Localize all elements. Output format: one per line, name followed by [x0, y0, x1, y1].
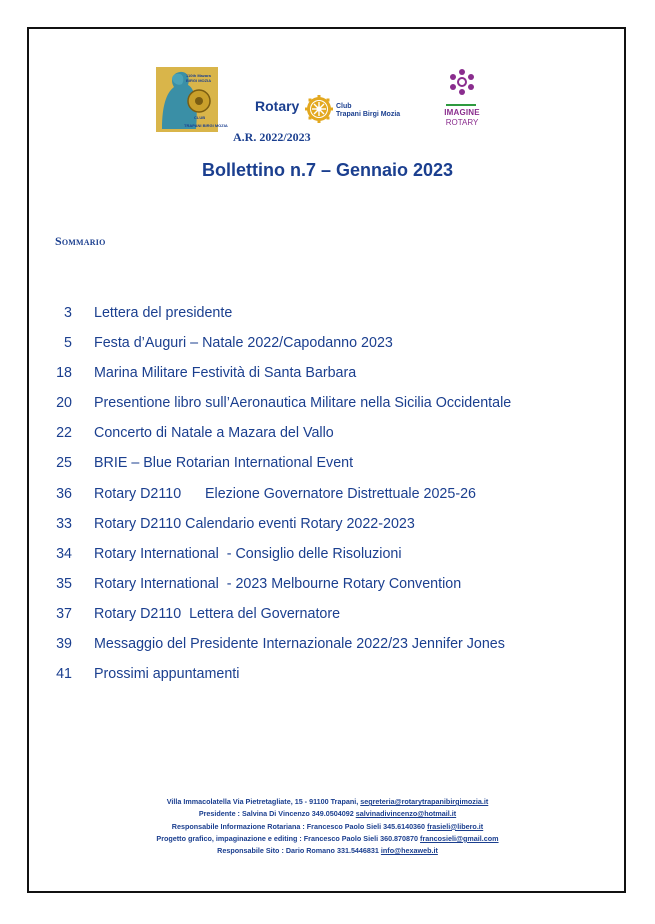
toc-title: Rotary D2110 Calendario eventi Rotary 2022-2023 — [94, 516, 415, 532]
rotary-wordmark: Rotary — [255, 98, 300, 114]
president-email-link[interactable]: salvinadivincenzo@hotmail.it — [355, 809, 457, 819]
toc-item[interactable] — [0, 305, 655, 331]
toc-title: Rotary International - Consiglio delle Risoluzioni — [94, 546, 402, 562]
footer-site-line — [0, 845, 655, 857]
toc-item[interactable] — [0, 365, 655, 391]
info-email-link[interactable]: frasieli@libero.it — [427, 821, 484, 831]
footer-site-manager: Responsabile Sito : Dario Romano 331.5446831 — [217, 846, 381, 856]
toc-item[interactable] — [0, 666, 655, 692]
toc-item[interactable] — [0, 455, 655, 481]
sommario-heading: Sommario — [55, 234, 106, 248]
toc-title: Prossimi appuntamenti — [94, 666, 240, 682]
footer-info-line — [0, 821, 655, 833]
toc-item[interactable] — [0, 395, 655, 421]
imagine-text: IMAGINE — [444, 108, 480, 117]
toc-item[interactable] — [0, 335, 655, 361]
design-email-link[interactable]: francosieli@gmail.com — [420, 833, 499, 843]
rotary-wheel-icon — [304, 94, 334, 124]
toc-title: Lettera del presidente — [94, 305, 233, 321]
toc-item[interactable] — [0, 425, 655, 451]
footer-president: Presidente : Salvina Di Vincenzo 349.0504092 — [198, 809, 356, 819]
footer-design-line — [0, 833, 655, 845]
toc-item[interactable] — [0, 576, 655, 602]
toc-title: Concerto di Natale a Mazara del Vallo — [94, 425, 334, 441]
club-logo-text-4: TRAPANI BIRGI MOZIA — [184, 123, 228, 128]
toc-page-number: 41 — [56, 666, 72, 682]
toc-title: Rotary D2110 Elezione Governatore Distrettuale 2025-26 — [94, 486, 476, 502]
toc-item[interactable] — [0, 606, 655, 632]
imagine-flower-icon — [434, 68, 490, 102]
bulletin-title: Bollettino n.7 – Gennaio 2023 — [201, 160, 454, 180]
toc-page-number: 25 — [56, 455, 72, 471]
rotary-year: A.R. 2022/2023 — [233, 130, 311, 144]
club-label: Club — [336, 103, 352, 110]
footer-president-line — [0, 808, 655, 820]
imagine-rotary-logo — [434, 68, 490, 130]
toc-item[interactable] — [0, 636, 655, 662]
footer-contacts — [0, 796, 655, 857]
toc-title: Messaggio del Presidente Internazionale 2022/23 Jennifer Jones — [94, 636, 505, 652]
toc-item[interactable] — [0, 486, 655, 512]
footer-address-line — [0, 796, 655, 808]
toc-page-number: 34 — [56, 546, 72, 562]
footer-design: Progetto grafico, impaginazione e editing : Francesco Paolo Sieli 360.870870 — [156, 833, 421, 843]
toc-page-number: 36 — [56, 486, 72, 502]
club-logo-text-1: 110th Mazara — [186, 73, 211, 78]
club-logo-text-3: CLUB — [194, 115, 206, 120]
toc-page-number: 33 — [56, 516, 72, 532]
toc-item[interactable] — [0, 546, 655, 572]
club-logo — [156, 67, 228, 132]
toc-page-number: 22 — [56, 425, 72, 441]
imagine-rotary-text: ROTARY — [445, 118, 479, 127]
club-name: Trapani Birgi Mozia — [336, 111, 401, 118]
toc-page-number: 35 — [56, 576, 72, 592]
toc-page-number: 37 — [56, 606, 72, 622]
footer-info-manager: Responsabile Informazione Rotariana : Francesco Paolo Sieli 345.6140360 — [171, 821, 428, 831]
rotary-club-logo — [255, 94, 405, 126]
toc-item[interactable] — [0, 516, 655, 542]
club-logo-text-2: BIRGI MOZIA — [186, 78, 212, 83]
toc-page-number: 5 — [64, 335, 72, 351]
toc-title: Marina Militare Festività di Santa Barbara — [94, 365, 357, 381]
toc-page-number: 3 — [64, 305, 72, 321]
toc-page-number: 18 — [56, 365, 72, 381]
footer-address: Villa Immacolatella Via Pietretagliate, 15 - 91100 Trapani, — [166, 797, 361, 806]
toc-title: Presentione libro sull’Aeronautica Militare nella Sicilia Occidentale — [94, 395, 512, 411]
toc-title: BRIE – Blue Rotarian International Event — [94, 455, 354, 471]
toc-title: Rotary D2110 Lettera del Governatore — [94, 606, 341, 622]
secretary-email-link[interactable]: segreteria@rotarytrapanibirgimozia.it — [360, 797, 489, 806]
toc-page-number: 39 — [56, 636, 72, 652]
toc-title: Festa d’Auguri – Natale 2022/Capodanno 2023 — [94, 335, 393, 351]
site-email-link[interactable]: info@hexaweb.it — [380, 846, 438, 856]
toc-page-number: 20 — [56, 395, 72, 411]
imagine-bar — [446, 104, 476, 106]
toc-title: Rotary International - 2023 Melbourne Rotary Convention — [94, 576, 462, 592]
